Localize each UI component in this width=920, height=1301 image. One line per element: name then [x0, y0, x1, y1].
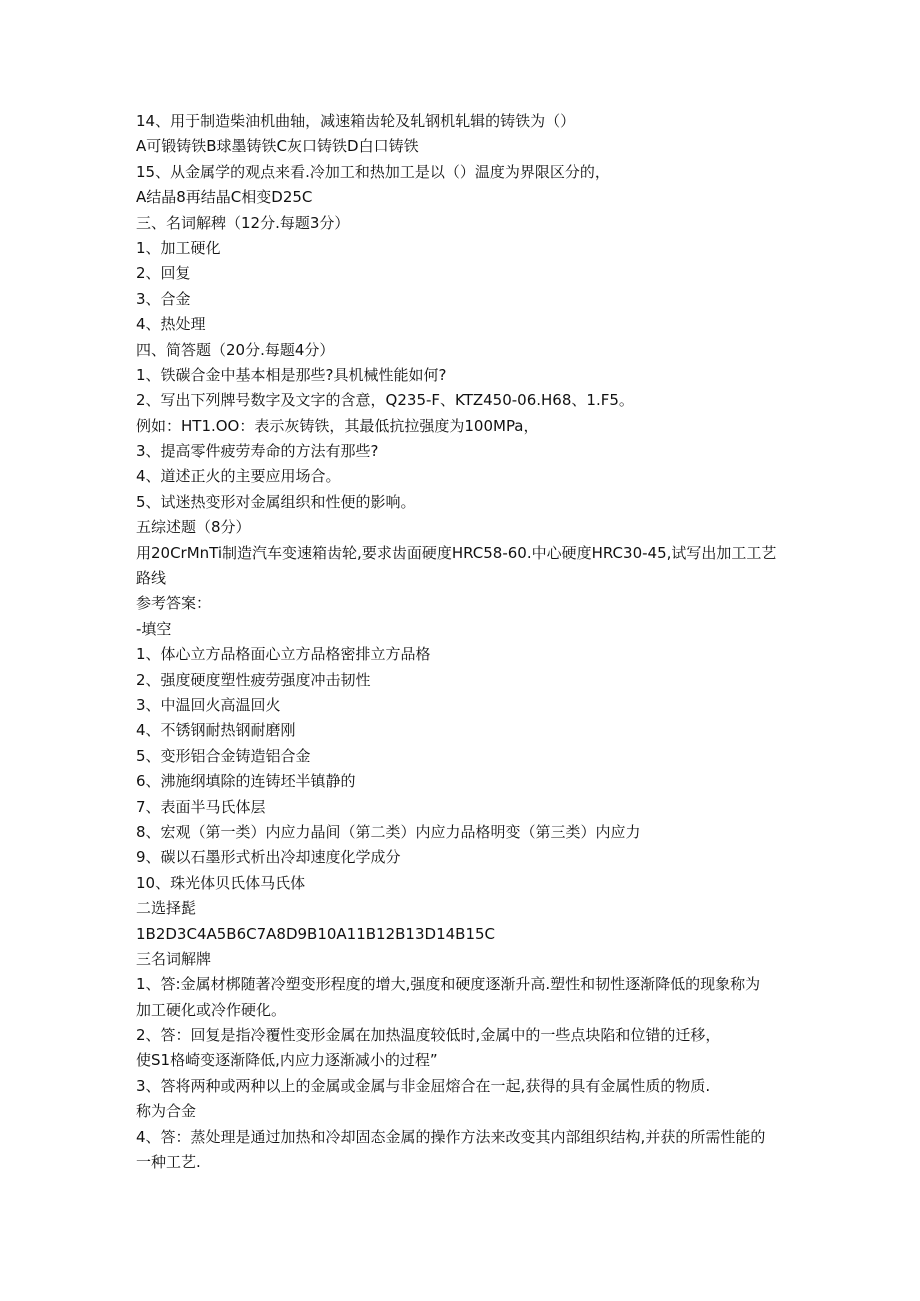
text-line: 使S1格崎变逐渐降低,内应力逐渐减小的过程” [136, 1051, 438, 1070]
text-line: 3、答将两种或两种以上的金属或金属与非金屈熔合在一起,获得的具有金属性质的物质. [136, 1076, 711, 1095]
section-heading: 参考答案： [136, 594, 212, 613]
text-line: 3、提高零件疲劳寿命的方法有那些? [136, 442, 379, 461]
text-line: 7、表面半马氏体层 [136, 797, 266, 816]
text-line: 用20CrMnTi制造汽车变速箱齿轮,要求齿面硬度HRC58-60.中心硬度HRC30-45,试写出加工工艺 [136, 543, 777, 562]
section-heading: 五综述题（8分） [136, 518, 251, 537]
text-line: A可锻铸铁B球墨铸铁C灰口铸铁D白口铸铁 [136, 137, 419, 156]
section-heading: 四、简答题（20分.每题4分） [136, 340, 335, 359]
text-line: 14、用于制造柴油机曲轴，减速箱齿轮及轧钢机轧辑的铸铁为（） [136, 112, 576, 130]
text-line: 5、试迷热变形对金属组织和性便的影响。 [136, 492, 416, 511]
text-line: 称为合金 [136, 1102, 197, 1121]
text-line: 3、中温回火高温回火 [136, 695, 281, 714]
text-line: A结晶8再结晶C相变D25C [136, 188, 313, 207]
text-line: 路线 [136, 569, 167, 588]
section-heading: 三名词解牌 [136, 949, 212, 968]
document-body [136, 109, 796, 1175]
text-line: 2、答：回复是指冷覆性变形金属在加热温度较低时,金属中的一些点块陷和位错的迁移， [136, 1026, 721, 1045]
section-heading: 三、名词解稗（12分.每题3分） [136, 213, 350, 232]
text-line: 2、写出下列牌号数字及文字的含意，Q235-F、KTZ450-06.H68、1.F5。 [136, 391, 634, 410]
text-line: 1、加工硬化 [136, 238, 221, 257]
section-heading: -填空 [136, 619, 172, 638]
section-heading: 二选择髭 [136, 899, 197, 918]
text-line: 9、碳以石墨形式析出冷却速度化学成分 [136, 848, 401, 867]
text-line: 1、答:金属材梆随著冷塑变形程度的增大,强度和硬度逐渐升高.塑性和韧性逐渐降低的现象称为 [136, 975, 761, 994]
text-line: 1、体心立方品格面心立方品格密排立方品格 [136, 645, 431, 664]
text-line: 15、从金属学的观点来看.冷加工和热加工是以（）温度为界限区分的， [136, 162, 610, 181]
text-line: 4、热处理 [136, 315, 206, 334]
text-line: 6、沸施纲填除的连铸坯半镇静的 [136, 772, 356, 791]
text-line: 例如：HT1.OO：表示灰铸铁，其最低抗拉强度为100MPa， [136, 416, 539, 435]
text-line: 2、强度硬度塑性疲劳强度冲击韧性 [136, 670, 371, 689]
text-line: 3、合金 [136, 289, 191, 308]
text-line: 8、宏观（第一类）内应力晶间（第二类）内应力品格明变（第三类）内应力 [136, 822, 641, 841]
text-line: 1、铁碳合金中基本相是那些?具机械性能如何? [136, 365, 447, 384]
text-line: 一种工艺. [136, 1153, 201, 1172]
text-line: 5、变形铝合金铸造铝合金 [136, 746, 311, 765]
text-line: 10、珠光体贝氏体马氏体 [136, 873, 306, 892]
text-line: 4、道述正火的主要应用场合。 [136, 467, 341, 486]
text-line: 4、不锈钢耐热钢耐磨刚 [136, 721, 296, 740]
text-line: 1B2D3C4A5B6C7A8D9B10A11B12B13D14B15C [136, 924, 496, 943]
text-line: 2、回复 [136, 264, 191, 283]
text-line: 4、答：蒸处理是通过加热和冷却固态金属的操作方法来改变其内部组织结构,并获的所需性能的 [136, 1127, 766, 1146]
text-line: 加工硬化或冷作硬化。 [136, 1000, 287, 1019]
